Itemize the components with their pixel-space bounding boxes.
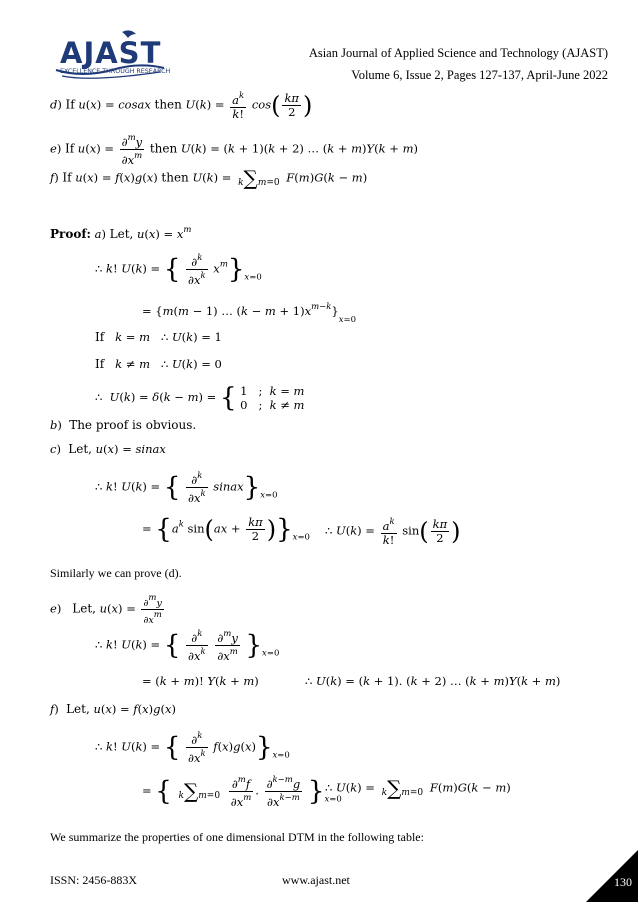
proof-f-eq2: = { k∑m=0 $\frac{\partial^mf}{\partial x^m}$ . $\frac{\partial^{k-m}g}{\partial x^{k-m}}$ }$_{x=0}$: [142, 775, 342, 809]
footer-website: www.ajast.net: [282, 873, 350, 887]
proof-a-case2: If k ≠ m ∴ U(k) = 0: [95, 357, 222, 371]
proof-f-heading: f) Let, u(x) = f(x)g(x): [50, 702, 176, 716]
journal-issue: Volume 6, Issue 2, Pages 127-137, April-June 2022: [351, 68, 608, 82]
proof-e-eq1: ∴ k! U(k) = { $\frac{\partial^k}{\partial x^k}$ $\frac{\partial^my}{\partial x^m}$ }$_{x=0}$: [95, 629, 280, 663]
proof-a-eq1: ∴ k! U(k) = { $\frac{\partial^k}{\partial x^k}$ $x^m\}_{x=0}$: [95, 253, 262, 287]
similarly-text: Similarly we can prove (d).: [50, 566, 182, 580]
property-e: e) If u(x) = $\frac{\partial^my}{\partial x^m}$ then U(k) = (k + 1)(k + 2) … (k + m)Y(k + m): [50, 133, 418, 167]
proof-c-heading: c) Let, u(x) = sinax: [50, 442, 166, 456]
journal-name: Asian Journal of Applied Science and Technology (AJAST): [308, 46, 608, 60]
property-d: d) If u(x) = cosax then U(k) = $\frac{a^k}{k!}$ cos( $\frac{k\pi}{2}$ ): [50, 91, 313, 121]
proof-f-result: ∴ U(k) = k∑m=0 F(m)G(k − m): [325, 776, 511, 800]
proof-c-result: ∴ U(k) = $\frac{a^k}{k!}$ sin( $\frac{k\pi}{2}$ ): [325, 517, 461, 547]
property-f: f) If u(x) = f(x)g(x) then U(k) = k∑m=0 F(m)G(k − m): [50, 166, 368, 190]
proof-a-case1: If k = m ∴ U(k) = 1: [95, 330, 222, 344]
logo-tagline: EXCELLENCE THROUGH RESEARCH: [60, 68, 171, 75]
proof-a-eq2: = {m(m − 1) … $(k - m + 1)x^{m-k}\}_{x=0}$: [142, 302, 357, 325]
proof-e-eq2: = (k + m)! Y(k + m): [142, 674, 259, 688]
proof-f-eq1: ∴ k! U(k) = { $\frac{\partial^k}{\partial x^k}$ $f(x)g(x)\}_{x=0}$: [95, 731, 290, 765]
page-number: 130: [614, 875, 632, 889]
proof-c-eq1: ∴ k! U(k) = { $\frac{\partial^k}{\partial x^k}$ $sinax\}_{x=0}$: [95, 471, 278, 505]
journal-logo: [52, 26, 170, 82]
proof-e-result: ∴ U(k) = (k + 1). (k + 2) … (k + m)Y(k + m): [305, 674, 561, 688]
logo-text: AJAST: [60, 36, 162, 70]
proof-e-heading: e) Let, u(x) = $\frac{\partial my}{\partial xm}$: [50, 593, 162, 626]
proof-c-eq2: = {$a^k$ sin(ax + $\frac{k\pi}{2}$ )}$_{x=0}$: [142, 514, 310, 545]
proof-b: b) The proof is obvious.: [50, 418, 197, 432]
proof-a-heading: Proof: a) Let, $u(x) = x^m$: [50, 225, 192, 241]
summary-text: We summarize the properties of one dimensional DTM in the following table:: [50, 830, 424, 844]
footer-issn: ISSN: 2456-883X: [50, 873, 138, 887]
proof-a-delta: ∴ U(k) = δ(k − m) = { 1 ; k = m 0 ; k ≠ m: [95, 383, 305, 413]
